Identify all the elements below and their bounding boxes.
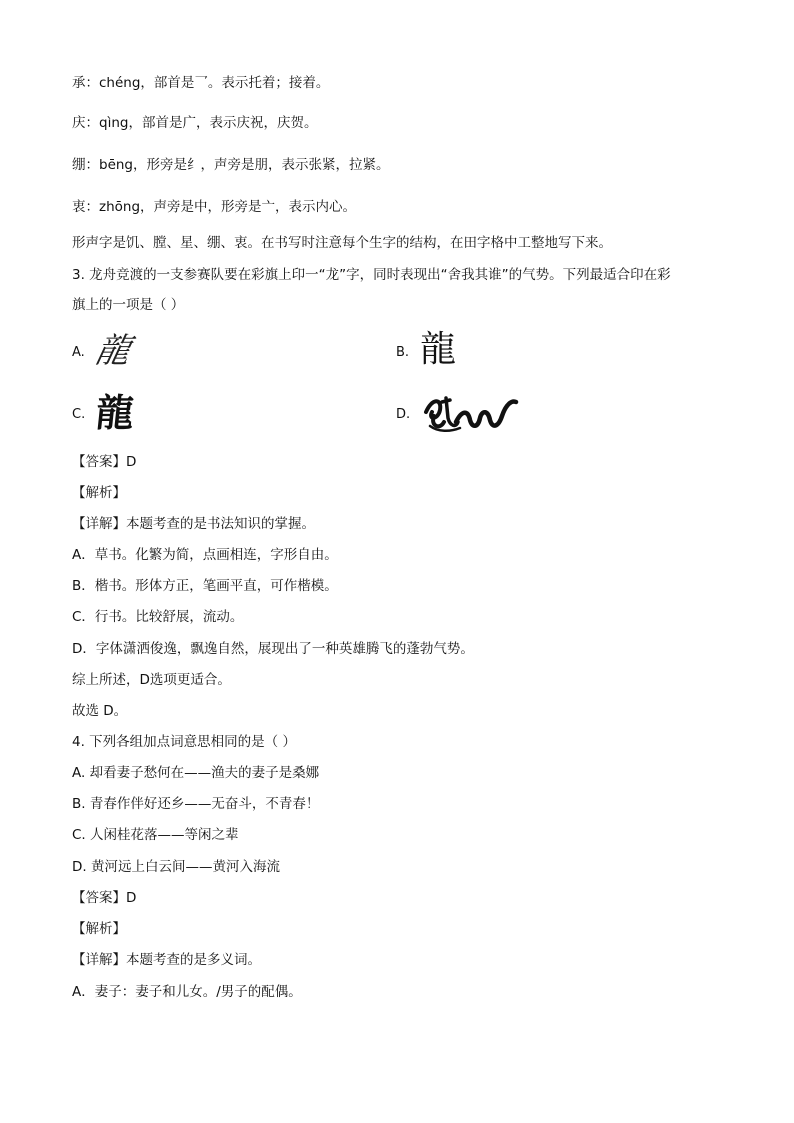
calligraphy-cursive-dragon-image: 龍 (91, 331, 135, 371)
answer-label: 【答案】D (72, 890, 137, 906)
text-line: 庆：qìng，部首是广，表示庆祝，庆贺。 (72, 115, 318, 131)
option-d-label: D. (396, 407, 411, 422)
answer-label: 【答案】D (72, 454, 137, 470)
text-line: 形声字是饥、膛、星、绷、衷。在书写时注意每个生字的结构，在田字格中工整地写下来。 (72, 235, 612, 251)
analysis-label: 【解析】 (72, 485, 126, 501)
option-b-label: B. (396, 345, 410, 360)
question-4-option-b: B. 青春作伴好还乡——无奋斗，不青春！ (72, 796, 320, 812)
detail-text: 【详解】本题考查的是书法知识的掌握。 (72, 516, 315, 532)
calligraphy-running-dragon-image: 龍 (93, 390, 137, 435)
option-c-label: C. (72, 407, 86, 422)
analysis-label: 【解析】 (72, 921, 126, 937)
analysis-line: D．字体潇洒俊逸，飘逸自然，展现出了一种英雄腾飞的蓬勃气势。 (72, 641, 474, 657)
question-3-stem-cont: 旗上的一项是（ ） (72, 297, 185, 313)
option-a-label: A. (72, 345, 85, 360)
question-4-stem: 4. 下列各组加点词意思相同的是（ ） (72, 734, 296, 750)
analysis-line: C．行书。比较舒展，流动。 (72, 609, 244, 625)
text-line: 衷：zhōng，声旁是中，形旁是亠，表示内心。 (72, 199, 357, 215)
question-4-option-d: D. 黄河远上白云间——黄河入海流 (72, 859, 280, 875)
calligraphy-flying-dragon-image (420, 392, 520, 436)
text-line: 承：chéng，部首是乛。表示托着；接着。 (72, 75, 330, 91)
analysis-line: A．草书。化繁为简，点画相连，字形自由。 (72, 547, 338, 563)
question-4-option-a: A. 却看妻子愁何在——渔夫的妻子是桑娜 (72, 765, 320, 781)
text-line: 绷：bēng，形旁是纟，声旁是朋，表示张紧，拉紧。 (72, 157, 390, 173)
analysis-line: B．楷书。形体方正，笔画平直，可作楷模。 (72, 578, 338, 594)
analysis-line: 综上所述，D选项更适合。 (72, 672, 231, 688)
question-3-stem: 3. 龙舟竞渡的一支参赛队要在彩旗上印一“龙”字，同时表现出“舍我其谁”的气势。下列最适合印在彩 (72, 267, 671, 283)
detail-text: 【详解】本题考查的是多义词。 (72, 952, 261, 968)
question-4-option-c: C. 人闲桂花落——等闲之辈 (72, 827, 239, 843)
analysis-line: A．妻子：妻子和儿女。/男子的配偶。 (72, 984, 302, 1000)
calligraphy-regular-dragon-image: 龍 (420, 329, 457, 370)
analysis-line: 故选 D。 (72, 703, 128, 719)
